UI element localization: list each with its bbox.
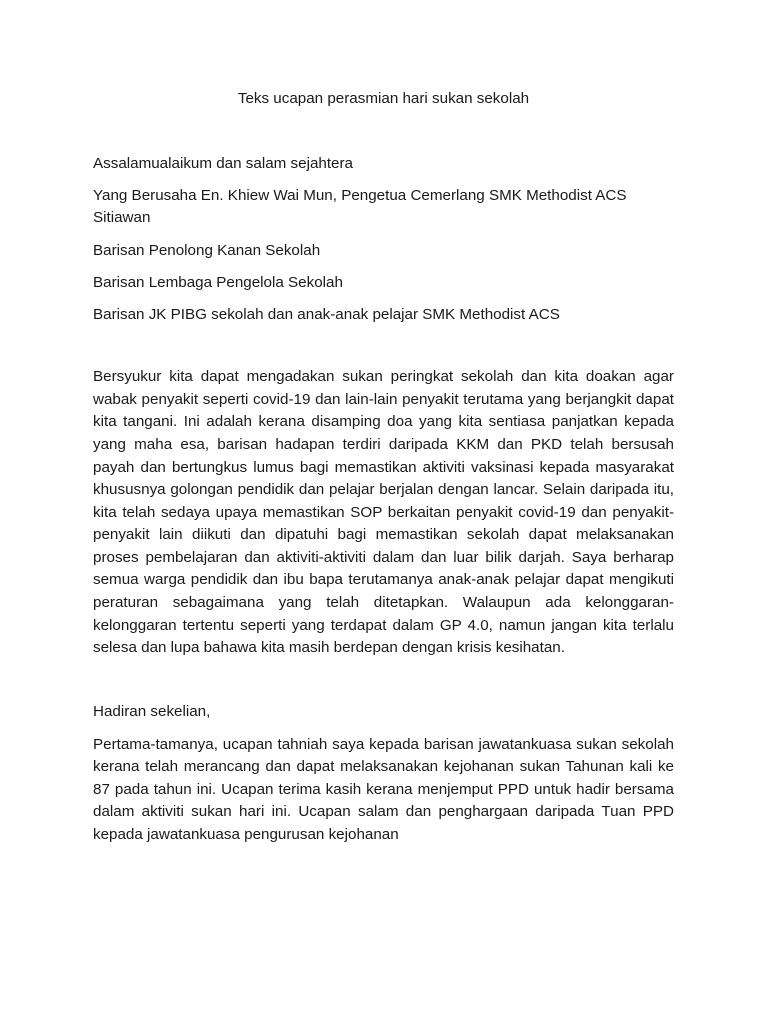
document-body	[93, 88, 674, 856]
greeting-line: Assalamualaikum dan salam sejahtera	[93, 154, 354, 172]
salutation: Hadiran sekelian,	[93, 703, 211, 721]
greeting-line: Barisan Lembaga Pengelola Sekolah	[93, 273, 343, 291]
greeting-line: Barisan Penolong Kanan Sekolah	[93, 241, 321, 259]
greeting-line: Yang Berusaha En. Khiew Wai Mun, Pengetua Cemerlang SMK Methodist ACS Sitiawan	[93, 186, 627, 227]
spacer	[93, 669, 674, 701]
greeting-line: Barisan JK PIBG sekolah dan anak-anak pelajar SMK Methodist ACS	[93, 305, 560, 323]
body-paragraph: Pertama-tamanya, ucapan tahniah saya kepada barisan jawatankuasa sukan sekolah kerana telah merancang dan dapat melaksanakan kejohanan sukan Tahunan kali ke 87 pada tahun ini. Ucapan terima kasih kerana menjemput PPD untuk hadir bersama dalam aktiviti sukan hari ini. Ucapan salam dan penghargaan daripada Tuan PPD kepada jawatankuasa pengurusan kejohanan	[93, 735, 674, 843]
document-title: Teks ucapan perasmian hari sukan sekolah	[237, 90, 530, 107]
spacer	[93, 336, 674, 366]
body-paragraph: Bersyukur kita dapat mengadakan sukan peringkat sekolah dan kita doakan agar wabak penyakit seperti covid-19 dan lain-lain penyakit terutama yang berjangkit dapat kita tangani. Ini adalah kerana disamping doa yang kita sentiasa panjatkan kepada yang maha esa, barisan hadapan terdiri daripada KKM dan PKD telah bersusah payah dan bertungkus lumus bagi memastikan aktiviti vaksinasi kepada masyarakat khususnya golongan pendidik dan pelajar berjalan dengan lancar. Selain daripada itu, kita telah sedaya upaya memastikan SOP berkaitan penyakit covid-19 dan penyakit-penyakit lain diikuti dan dipatuhi bagi memastikan sekolah dapat melaksanakan proses pembelajaran dan aktiviti-aktiviti dalam dan luar bilik darjah. Saya berharap semua warga pendidik dan ibu bapa terutamanya anak-anak pelajar dapat mengikuti peraturan sebagaimana yang telah ditetapkan. Walaupun ada kelonggaran-kelonggaran tertentu seperti yang terdapat dalam GP 4.0, namun jangan kita terlalu selesa dan lupa bahawa kita masih berdepan dengan krisis kesihatan.	[93, 368, 674, 657]
